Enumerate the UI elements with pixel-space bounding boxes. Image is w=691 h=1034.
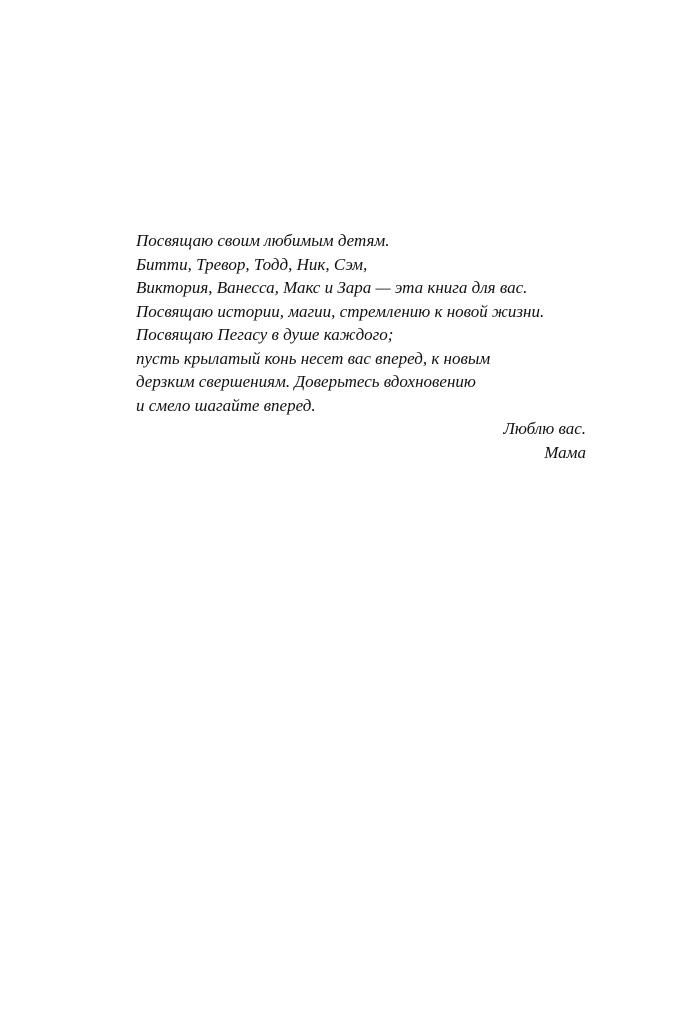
dedication-line: Битти, Тревор, Тодд, Ник, Сэм,: [136, 254, 368, 274]
dedication-line: Посвящаю Пегасу в душе каждого;: [136, 325, 394, 344]
dedication-line: пусть крылатый конь несет вас вперед, к новым: [136, 348, 491, 368]
dedication-block: [136, 229, 588, 464]
dedication-line: Посвящаю истории, магии, стремлению к новой жизни.: [136, 301, 545, 321]
signature: Мама: [544, 442, 586, 462]
dedication-line: Виктория, Ванесса, Макс и Зара — эта книга для вас.: [136, 278, 528, 297]
dedication-line: дерзким свершениям. Доверьтесь вдохновению: [136, 372, 476, 391]
dedication-line: Посвящаю своим любимым детям.: [136, 231, 390, 250]
dedication-line: и смело шагайте вперед.: [136, 395, 316, 415]
closing-text: Люблю вас.: [503, 419, 586, 438]
